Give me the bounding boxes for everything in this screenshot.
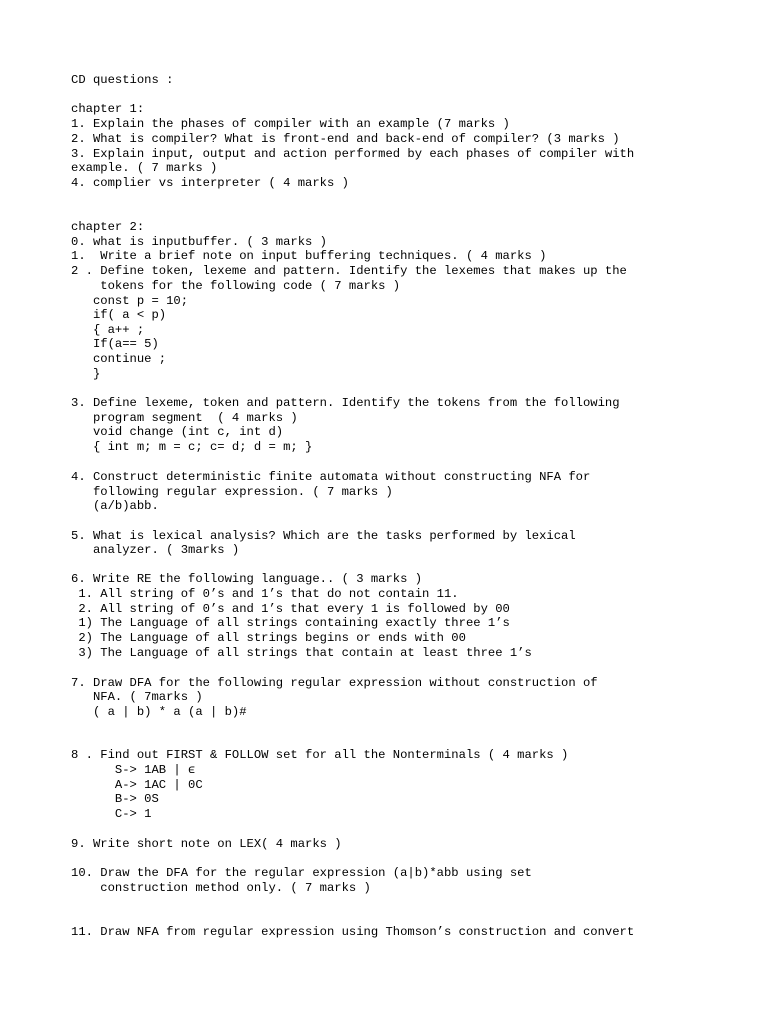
code-line: continue ; xyxy=(71,352,167,366)
question-line: program segment ( 4 marks ) xyxy=(71,411,298,425)
grammar-line: A-> 1AC | 0C xyxy=(71,778,203,792)
code-line: { int m; m = c; c= d; d = m; } xyxy=(71,440,313,454)
sub-question-line: 2) The Language of all strings begins or ends with 00 xyxy=(71,631,466,645)
document-heading: CD questions : xyxy=(71,73,174,87)
grammar-line: S-> 1AB | ϵ xyxy=(71,763,196,777)
code-line: If(a== 5) xyxy=(71,337,159,351)
chapter-2-heading: chapter 2: xyxy=(71,220,145,234)
sub-question-line: 1) The Language of all strings containing exactly three 1’s xyxy=(71,616,510,630)
question-line: 3. Define lexeme, token and pattern. Identify the tokens from the following xyxy=(71,396,620,410)
question-line: 3. Explain input, output and action performed by each phases of compiler with xyxy=(71,147,635,161)
question-line: NFA. ( 7marks ) xyxy=(71,690,203,704)
question-line: 2. What is compiler? What is front-end and back-end of compiler? (3 marks ) xyxy=(71,132,620,146)
code-line: { a++ ; xyxy=(71,323,145,337)
question-line: 8 . Find out FIRST & FOLLOW set for all the Nonterminals ( 4 marks ) xyxy=(71,748,569,762)
chapter-1-heading: chapter 1: xyxy=(71,102,145,116)
expression-line: (a/b)abb. xyxy=(71,499,159,513)
question-line: 11. Draw NFA from regular expression using Thomson’s construction and convert xyxy=(71,925,635,939)
grammar-line: C-> 1 xyxy=(71,807,152,821)
question-line: 4. Construct deterministic finite automata without constructing NFA for xyxy=(71,470,591,484)
question-line: construction method only. ( 7 marks ) xyxy=(71,881,371,895)
code-line: } xyxy=(71,367,101,381)
question-line: 7. Draw DFA for the following regular expression without construction of xyxy=(71,676,598,690)
question-line: 1. Write a brief note on input buffering techniques. ( 4 marks ) xyxy=(71,249,547,263)
code-line: void change (int c, int d) xyxy=(71,425,284,439)
grammar-line: B-> 0S xyxy=(71,792,159,806)
question-line: 1. Explain the phases of compiler with an example (7 marks ) xyxy=(71,117,510,131)
question-line: example. ( 7 marks ) xyxy=(71,161,218,175)
question-line: 10. Draw the DFA for the regular expression (a|b)*abb using set xyxy=(71,866,532,880)
sub-question-line: 1. All string of 0’s and 1’s that do not contain 11. xyxy=(71,587,459,601)
question-line: 0. what is inputbuffer. ( 3 marks ) xyxy=(71,235,327,249)
code-line: const p = 10; xyxy=(71,294,189,308)
code-line: if( a < p) xyxy=(71,308,167,322)
question-line: tokens for the following code ( 7 marks ) xyxy=(71,279,401,293)
question-line: 9. Write short note on LEX( 4 marks ) xyxy=(71,837,342,851)
question-line: following regular expression. ( 7 marks ) xyxy=(71,485,393,499)
sub-question-line: 2. All string of 0’s and 1’s that every 1 is followed by 00 xyxy=(71,602,510,616)
sub-question-line: 3) The Language of all strings that contain at least three 1’s xyxy=(71,646,532,660)
question-line: 6. Write RE the following language.. ( 3 marks ) xyxy=(71,572,423,586)
question-line: 5. What is lexical analysis? Which are the tasks performed by lexical xyxy=(71,529,576,543)
expression-line: ( a | b) * a (a | b)# xyxy=(71,705,247,719)
question-line: 4. complier vs interpreter ( 4 marks ) xyxy=(71,176,349,190)
question-line: analyzer. ( 3marks ) xyxy=(71,543,240,557)
question-line: 2 . Define token, lexeme and pattern. Identify the lexemes that makes up the xyxy=(71,264,627,278)
